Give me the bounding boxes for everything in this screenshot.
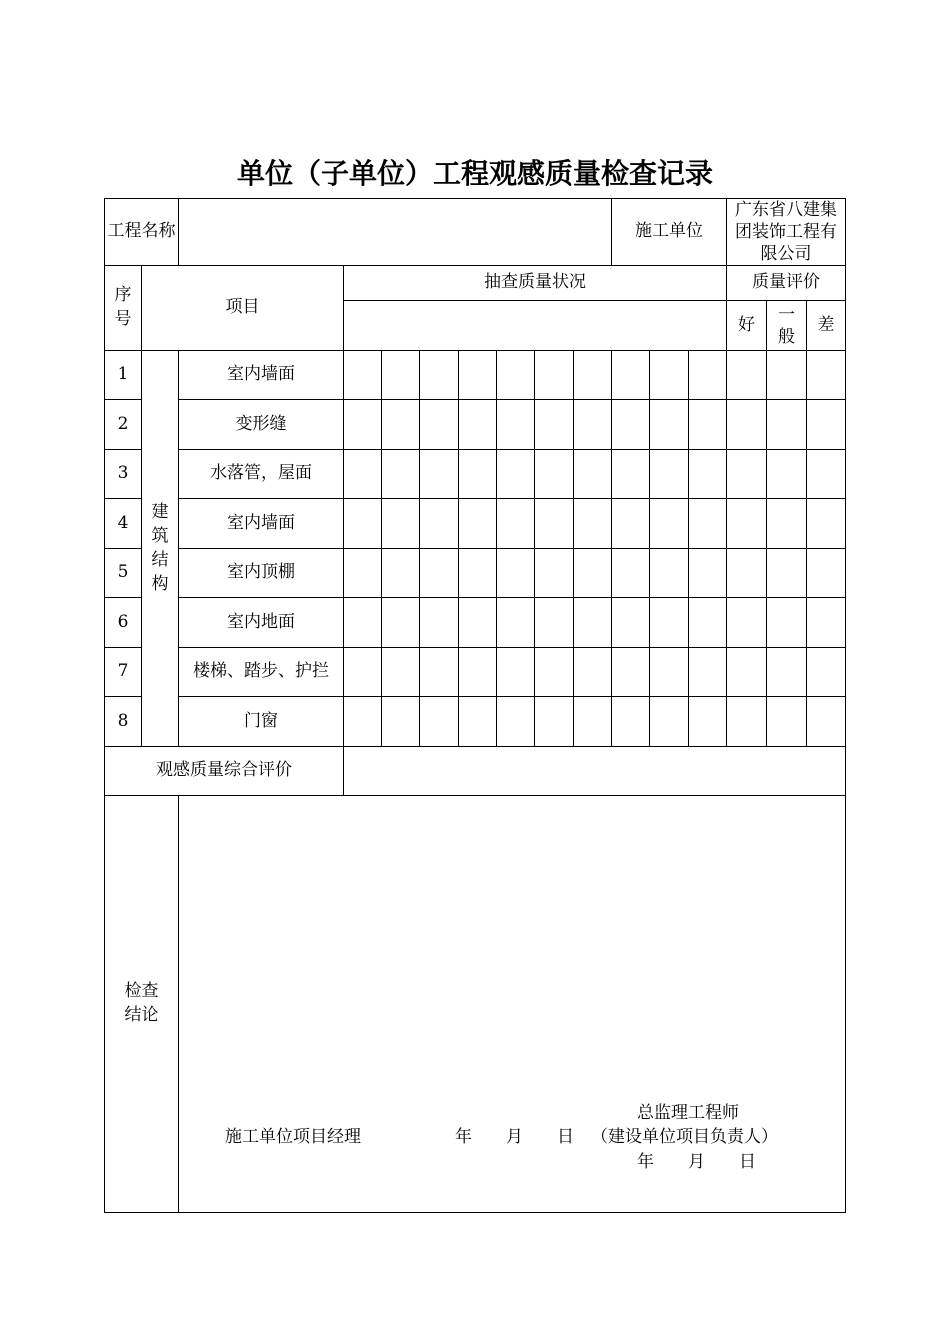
table-row [105, 549, 846, 598]
contractor-field[interactable]: 广东省八建集团装饰工程有限公司 [727, 199, 846, 266]
header-row [105, 199, 846, 266]
conclusion-row [105, 796, 846, 1213]
conclusion-area[interactable] [179, 796, 846, 1213]
table-row [105, 648, 846, 697]
fair-header: 一 般 [767, 301, 807, 351]
row-number: 6 [105, 598, 142, 648]
rating-header: 质量评价 [727, 266, 846, 301]
row-item: 室内地面 [179, 598, 344, 648]
row-number: 7 [105, 648, 142, 697]
project-name-field[interactable] [179, 199, 612, 266]
chief-supervisor-label: 总监理工程师 [637, 1103, 739, 1124]
overall-rating-label: 观感质量综合评价 [105, 747, 344, 796]
pm-signature-date: 年 月 日 [455, 1127, 574, 1148]
row-item: 门窗 [179, 697, 344, 747]
table-row [105, 450, 846, 499]
row-item: 室内墙面 [179, 351, 344, 400]
page-title: 单位（子单位）工程观感质量检查记录 [236, 157, 713, 190]
row-item: 室内顶棚 [179, 549, 344, 598]
table-row [105, 351, 846, 400]
owner-rep-label: （建设单位项目负责人） [591, 1127, 778, 1148]
row-item: 变形缝 [179, 400, 344, 450]
table-row [105, 400, 846, 450]
pm-signature-label: 施工单位项目经理 [225, 1127, 361, 1148]
supervisor-signature-date: 年 月 日 [637, 1152, 756, 1173]
row-number: 4 [105, 499, 142, 549]
project-name-label: 工程名称 [105, 199, 179, 266]
table-row [105, 499, 846, 549]
conclusion-label: 检查 结论 [105, 796, 179, 1213]
row-number: 1 [105, 351, 142, 400]
contractor-label: 施工单位 [612, 199, 727, 266]
column-header-row [105, 266, 846, 301]
row-item: 室内墙面 [179, 499, 344, 549]
seq-header: 序 号 [105, 266, 142, 351]
overall-rating-row [105, 747, 846, 796]
good-header: 好 [727, 301, 767, 351]
table-row [105, 598, 846, 648]
overall-rating-field[interactable] [344, 747, 846, 796]
row-number: 5 [105, 549, 142, 598]
category-label: 建 筑 结 构 [142, 351, 179, 747]
row-number: 8 [105, 697, 142, 747]
sampling-header: 抽查质量状况 [344, 266, 727, 301]
row-number: 3 [105, 450, 142, 499]
row-number: 2 [105, 400, 142, 450]
item-header: 项目 [142, 266, 344, 351]
poor-header: 差 [807, 301, 846, 351]
table-row [105, 697, 846, 747]
signature-block [179, 796, 845, 1212]
sampling-subheader [344, 301, 727, 351]
inspection-form [104, 198, 846, 1213]
row-item: 水落管，屋面 [179, 450, 344, 499]
row-item: 楼梯、踏步、护拦 [179, 648, 344, 697]
